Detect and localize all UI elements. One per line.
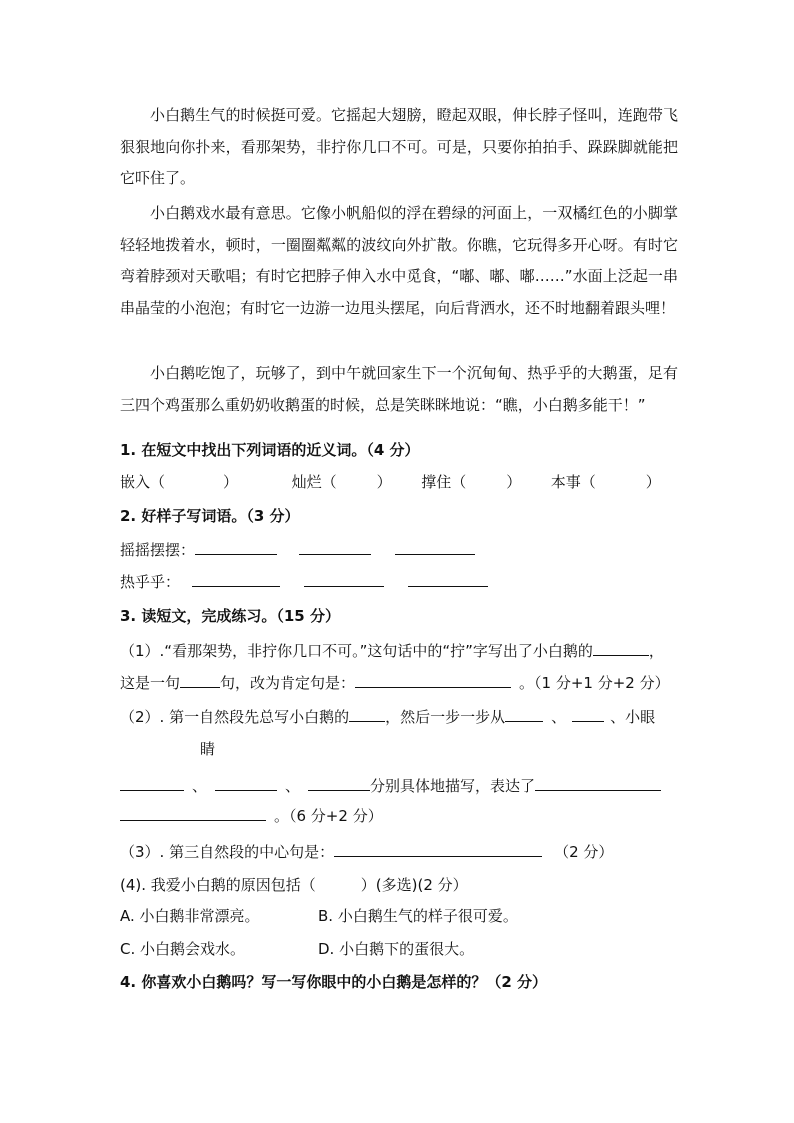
- q3-sub-3-text: （3）. 第三自然段的中心句是：: [120, 843, 335, 861]
- q3-sub-2-text-c: 分别具体地描写，表达了: [370, 777, 536, 795]
- q3-sub-2-blank-2[interactable]: [505, 707, 543, 722]
- question-4-title: 4. 你喜欢小白鹅吗？写一写你眼中的小白鹅是怎样的？（2 分）: [120, 973, 548, 991]
- q3-sub-3: [120, 842, 613, 862]
- q2-row2-label: 热乎乎：: [120, 573, 181, 591]
- q3-sub-2-blank-4[interactable]: [120, 776, 184, 791]
- option-b[interactable]: B. 小白鹅生气的样子很可爱。: [318, 907, 518, 925]
- q3-sub-2-line-c: [120, 776, 661, 796]
- q3-sub-2-blank-3[interactable]: [572, 707, 604, 722]
- q3-sub-2-text-a3: 、小眼: [610, 708, 656, 726]
- question-1-items: [120, 472, 661, 492]
- q3-sub-2-blank-7[interactable]: [535, 776, 661, 791]
- q3-sub-2-line-d: [120, 806, 383, 826]
- option-a[interactable]: A. 小白鹅非常漂亮。: [120, 907, 260, 925]
- q3-sub-2-blank-6[interactable]: [308, 776, 370, 791]
- question-1-title: 1. 在短文中找出下列词语的近义词。（4 分）: [120, 441, 420, 459]
- q1-word-4: 本事（: [550, 473, 596, 491]
- q3-options-row-1: [120, 906, 518, 926]
- q2-row1-label: 摇摇摆摆：: [120, 541, 196, 559]
- q2-row2-blank-2[interactable]: [304, 572, 384, 587]
- q1-paren-close: ）: [223, 473, 239, 491]
- q3-sub-1-line-a: [120, 641, 664, 661]
- q3-sub-2-text-a2: ，然后一步一步从: [385, 708, 506, 726]
- q3-sub-2-sep: 、: [285, 777, 301, 795]
- q3-sub-1-blank-3[interactable]: [355, 673, 511, 688]
- q3-sub-2-wrap: 睛: [200, 740, 216, 758]
- question-2-row-1: [120, 540, 475, 560]
- option-c[interactable]: C. 小白鹅会戏水。: [120, 940, 246, 958]
- q3-sub-2-line-a: [120, 707, 655, 727]
- q3-sub-1-comma: ，: [648, 642, 664, 660]
- q3-sub-1-blank-1[interactable]: [593, 641, 649, 656]
- passage-paragraph-3: 小白鹅吃饱了，玩够了，到中午就回家生下一个沉甸甸、热乎乎的大鹅蛋，足有三四个鸡蛋那么重奶奶收鹅蛋的时候，总是笑眯眯地说：“瞧，小白鹅多能干！”: [120, 364, 678, 414]
- q3-sub-3-blank[interactable]: [334, 842, 542, 857]
- q3-sub-1-line-b: [120, 673, 670, 693]
- q3-sub-2-blank-8[interactable]: [120, 806, 266, 821]
- q3-sub-1-text: （1）.“看那架势，非拧你几口不可。”这句话中的“拧”字写出了小白鹅的: [120, 642, 593, 660]
- passage-paragraph-1: 小白鹅生气的时候挺可爱。它摇起大翅膀，瞪起双眼，伸长脖子怪叫，连跑带飞狠狠地向你扑来，看那架势，非拧你几口不可。可是，只要你拍拍手、跺跺脚就能把它吓住了。: [120, 106, 678, 187]
- q3-sub-4: (4). 我爱小白鹅的原因包括（ ）(多选)(2 分）: [120, 876, 468, 894]
- q3-sub-2-blank-5[interactable]: [215, 776, 277, 791]
- q3-sub-2-blank-1[interactable]: [349, 707, 385, 722]
- passage-paragraph-2: 小白鹅戏水最有意思。它像小帆船似的浮在碧绿的河面上，一双橘红色的小脚掌轻轻地拨着水，顿时，一圈圈粼粼的波纹向外扩散。你瞧，它玩得多开心呀。有时它弯着脖颈对天歌唱；有时它把脖子伸入水中觅食，“嘟、嘟、嘟……”水面上泛起一串串晶莹的小泡泡；有时它一边游一边甩头摆尾，向后背洒水，还不时地翻着跟头哩！: [120, 204, 678, 317]
- q1-word-2: 灿烂（: [291, 473, 337, 491]
- option-d[interactable]: D. 小白鹅下的蛋很大。: [318, 940, 475, 958]
- q2-row2-blank-1[interactable]: [192, 572, 280, 587]
- q3-sub-2-text-a1: （2）. 第一自然段先总写小白鹅的: [120, 708, 350, 726]
- q1-paren-close: ）: [506, 473, 522, 491]
- question-2-row-2: [120, 572, 488, 592]
- q3-sub-1-blank-2[interactable]: [180, 673, 220, 688]
- q2-row1-blank-2[interactable]: [299, 540, 371, 555]
- question-2-title: 2. 好样子写词语。（3 分）: [120, 507, 300, 525]
- q3-sub-3-score: （2 分）: [554, 843, 614, 861]
- q2-row1-blank-1[interactable]: [195, 540, 277, 555]
- q2-row2-blank-3[interactable]: [408, 572, 488, 587]
- q3-sub-2-score: 。（6 分+2 分）: [274, 807, 383, 825]
- q1-paren-close: ）: [645, 473, 661, 491]
- q3-sub-2-sep: 、: [192, 777, 208, 795]
- q1-word-1: 嵌入（: [120, 473, 166, 491]
- q2-row1-blank-3[interactable]: [395, 540, 475, 555]
- q1-paren-close: ）: [376, 473, 392, 491]
- q3-sub-1-text-b2: 句，改为肯定句是：: [220, 674, 356, 692]
- q3-sub-1-score: 。（1 分+1 分+2 分）: [519, 674, 670, 692]
- q3-sub-2-sep: 、: [551, 708, 567, 726]
- q3-sub-1-text-b1: 这是一句: [120, 674, 181, 692]
- q1-word-3: 撑住（: [421, 473, 467, 491]
- question-3-title: 3. 读短文，完成练习。（15 分）: [120, 607, 340, 625]
- q3-options-row-2: [120, 939, 474, 959]
